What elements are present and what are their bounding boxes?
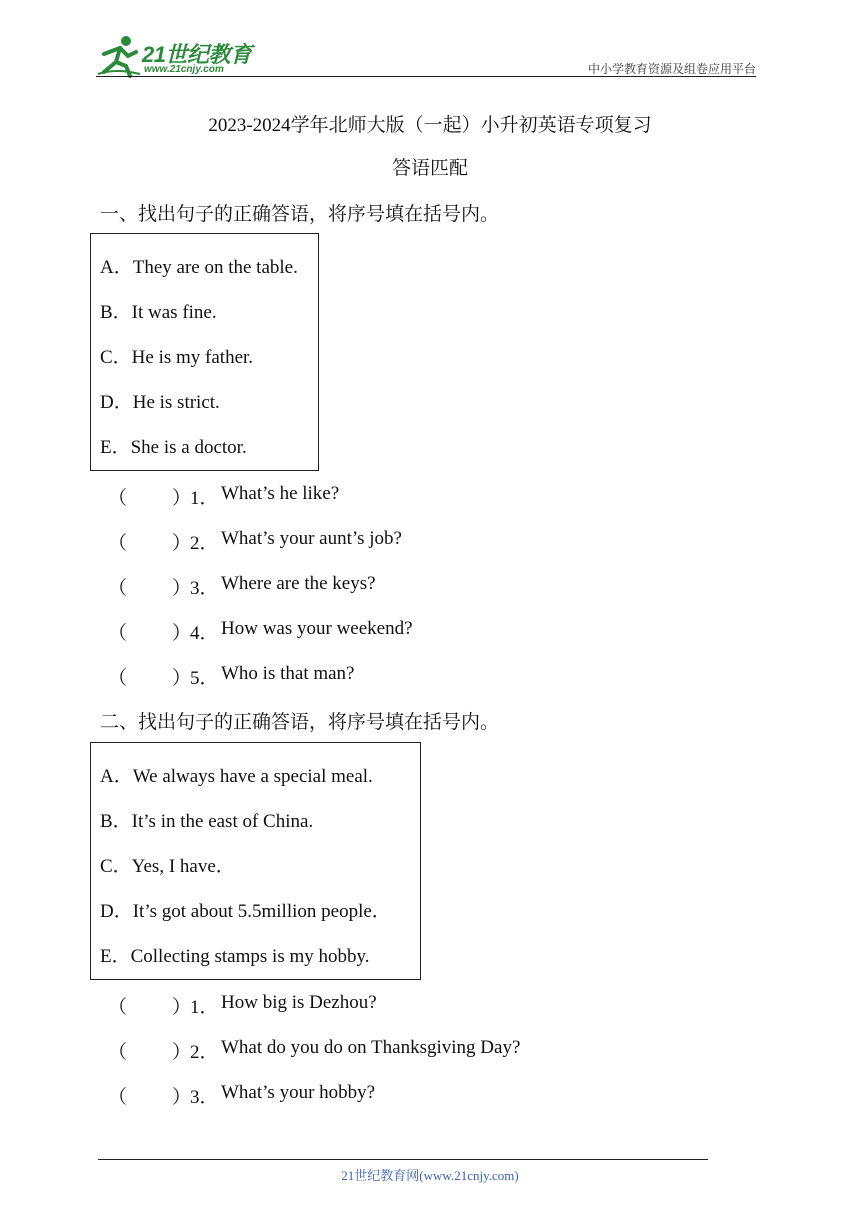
answer-blank-close: ） xyxy=(172,668,192,689)
question-number: 5． xyxy=(190,668,219,689)
logo-url: www.21cnjy.com xyxy=(144,64,224,75)
section-2-options-box xyxy=(90,742,421,980)
answer-blank-close: ） xyxy=(172,578,192,599)
logo-text: 21世纪教育 xyxy=(142,42,252,67)
page-title: 2023-2024学年北师大版（一起）小升初英语专项复习 xyxy=(208,115,652,136)
option-e: E．She is a doctor. xyxy=(100,437,247,458)
footer-divider xyxy=(98,1159,708,1160)
page-subtitle: 答语匹配 xyxy=(391,158,468,179)
answer-blank-open[interactable]: （ xyxy=(108,1087,128,1108)
answer-blank-open[interactable]: （ xyxy=(108,488,128,509)
answer-blank-open[interactable]: （ xyxy=(108,623,128,644)
question-number: 1． xyxy=(190,997,219,1018)
header-divider xyxy=(96,76,756,77)
question-number: 3． xyxy=(190,1087,219,1108)
question-text: What do you do on Thanksgiving Day? xyxy=(221,1037,521,1058)
page-footer[interactable]: 21世纪教育网(www.21cnjy.com) xyxy=(341,1168,519,1183)
question-text: Where are the keys? xyxy=(221,573,376,594)
page-header xyxy=(96,30,756,78)
option-b: B．It was fine. xyxy=(100,302,217,323)
question-text: What’s he like? xyxy=(221,483,340,504)
option-d: D．It’s got about 5.5million people． xyxy=(100,901,391,922)
answer-blank-close: ） xyxy=(172,1087,192,1108)
logo xyxy=(96,34,266,78)
runner-logo-icon xyxy=(96,34,142,78)
answer-blank-close: ） xyxy=(172,533,192,554)
option-d: D．He is strict. xyxy=(100,392,220,413)
question-text: Who is that man? xyxy=(221,663,355,684)
section-1-heading: 一、找出句子的正确答语，将序号填在括号内。 xyxy=(100,204,500,225)
answer-blank-close: ） xyxy=(172,488,192,509)
option-b: B．It’s in the east of China. xyxy=(100,811,314,832)
answer-blank-close: ） xyxy=(172,623,192,644)
question-text: How big is Dezhou? xyxy=(221,992,377,1013)
answer-blank-close: ） xyxy=(172,1042,192,1063)
section-2-heading: 二、找出句子的正确答语，将序号填在括号内。 xyxy=(100,712,500,733)
question-text: What’s your aunt’s job? xyxy=(221,528,402,549)
question-number: 1． xyxy=(190,488,219,509)
answer-blank-open[interactable]: （ xyxy=(108,668,128,689)
header-right-text: 中小学教育资源及组卷应用平台 xyxy=(587,62,756,76)
answer-blank-open[interactable]: （ xyxy=(108,997,128,1018)
option-a: A．They are on the table. xyxy=(100,257,298,278)
answer-blank-open[interactable]: （ xyxy=(108,1042,128,1063)
question-text: How was your weekend? xyxy=(221,618,413,639)
option-e: E．Collecting stamps is my hobby. xyxy=(100,946,370,967)
question-text: What’s your hobby? xyxy=(221,1082,376,1103)
question-number: 4． xyxy=(190,623,219,644)
answer-blank-open[interactable]: （ xyxy=(108,533,128,554)
option-c: C．He is my father. xyxy=(100,347,254,368)
question-number: 2． xyxy=(190,1042,219,1063)
question-number: 3． xyxy=(190,578,219,599)
section-1-options-box xyxy=(90,233,319,471)
answer-blank-open[interactable]: （ xyxy=(108,578,128,599)
answer-blank-close: ） xyxy=(172,997,192,1018)
option-c: C．Yes, I have． xyxy=(100,856,235,877)
question-number: 2． xyxy=(190,533,219,554)
option-a: A．We always have a special meal. xyxy=(100,766,373,787)
